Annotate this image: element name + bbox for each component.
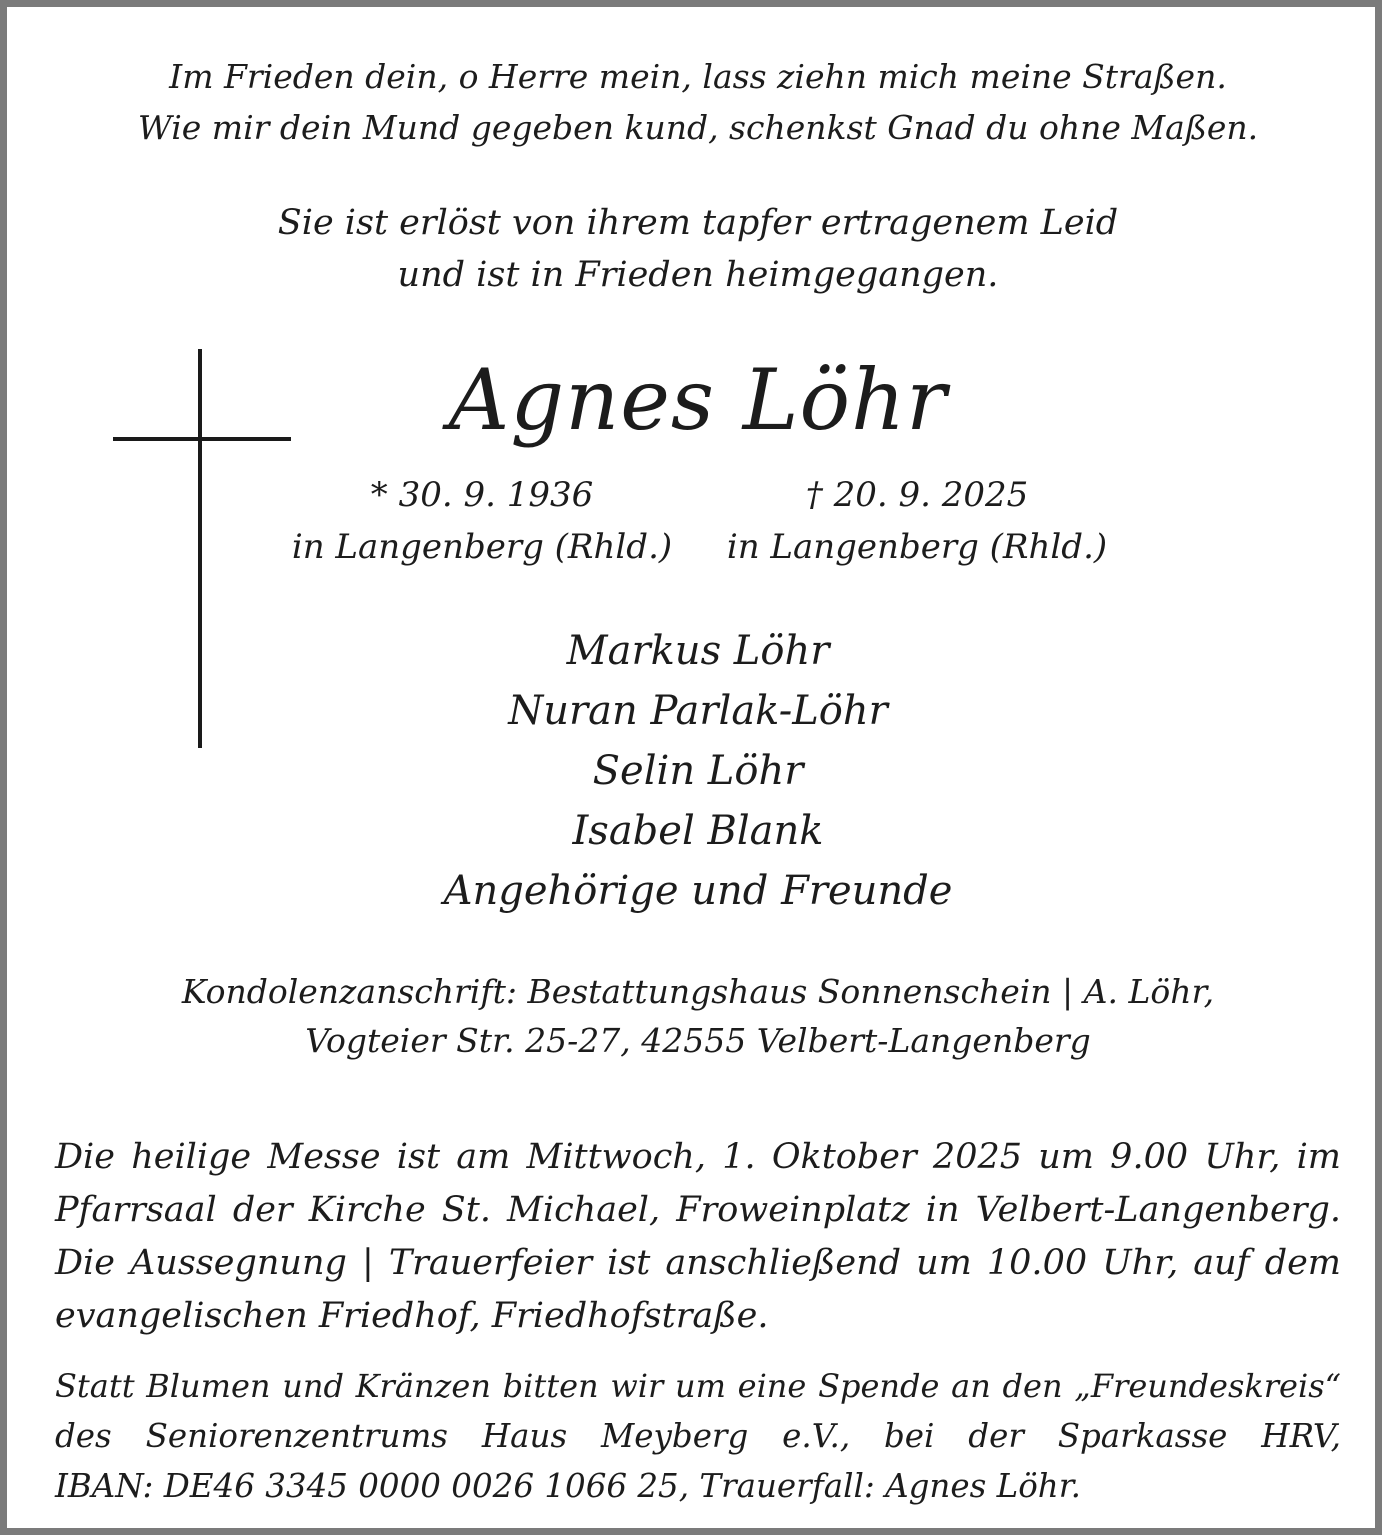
address-line-2: Vogteier Str. 25-27, 42555 Velbert-Langenberg — [305, 1021, 1091, 1060]
mourners-list — [7, 621, 1382, 921]
birth-place: in Langenberg (Rhld.) — [291, 527, 673, 567]
death-info — [712, 469, 1122, 573]
verse-line-1: Im Frieden dein, o Herre mein, lass ziehn mich meine Straßen. — [169, 57, 1227, 96]
intro-line-2: und ist in Frieden heimgegangen. — [397, 255, 999, 295]
death-date: † 20. 9. 2025 — [805, 475, 1029, 515]
donation-paragraph — [55, 1361, 1341, 1511]
birth-date: * 30. 9. 1936 — [370, 475, 594, 515]
deceased-name: Agnes Löhr — [448, 351, 948, 449]
verse — [7, 51, 1382, 153]
death-place: in Langenberg (Rhld.) — [726, 527, 1108, 567]
service-line: evangelischen Friedhof, Friedhofstraße. — [55, 1296, 769, 1336]
mourner-name: Angehörige und Freunde — [443, 868, 953, 914]
donation-line: Statt Blumen und Kränzen bitten wir um eine Spende an den „Freundeskreis“ — [55, 1367, 1341, 1405]
birth-info — [277, 469, 687, 573]
condolence-address — [7, 967, 1382, 1065]
intro-text — [7, 197, 1382, 301]
intro-line-1: Sie ist erlöst von ihrem tapfer ertragenem Leid — [277, 203, 1119, 243]
verse-line-2: Wie mir dein Mund gegeben kund, schenkst Gnad du ohne Maßen. — [137, 108, 1259, 147]
mourner-name: Isabel Blank — [572, 808, 824, 854]
service-line: Pfarrsaal der Kirche St. Michael, Froweinplatz in Velbert-Langenberg. — [55, 1190, 1341, 1230]
service-paragraph — [55, 1131, 1341, 1343]
mourner-name: Markus Löhr — [566, 628, 830, 674]
address-line-1: Kondolenzanschrift: Bestattungshaus Sonnenschein | A. Löhr, — [181, 972, 1215, 1011]
donation-line: des Seniorenzentrums Haus Meyberg e.V., bei der Sparkasse HRV, — [55, 1417, 1341, 1455]
donation-line: IBAN: DE46 3345 0000 0026 1066 25, Trauerfall: Agnes Löhr. — [55, 1467, 1081, 1505]
service-line: Die heilige Messe ist am Mittwoch, 1. Oktober 2025 um 9.00 Uhr, im — [55, 1137, 1341, 1177]
mourner-name: Nuran Parlak-Löhr — [508, 688, 888, 734]
mourner-name: Selin Löhr — [592, 748, 804, 794]
service-line: Die Aussegnung | Trauerfeier ist anschließend um 10.00 Uhr, auf dem — [55, 1243, 1341, 1283]
